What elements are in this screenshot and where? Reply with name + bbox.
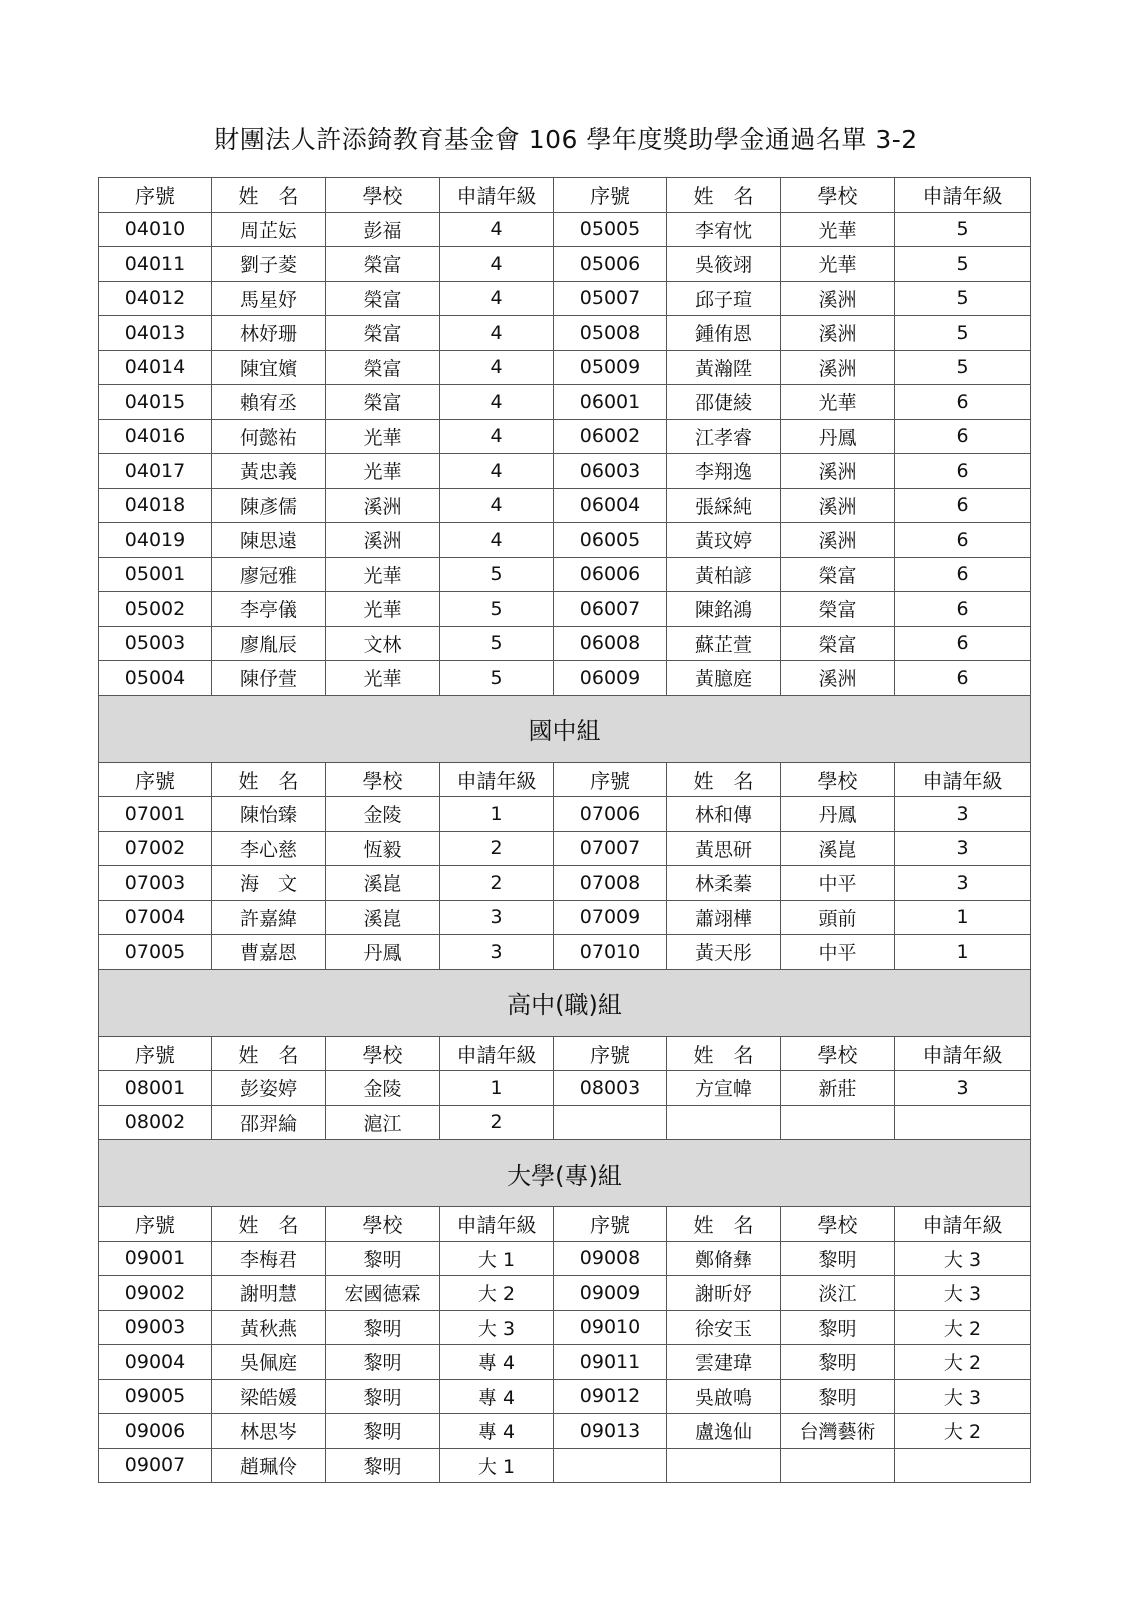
column-header-name: 姓 名	[667, 178, 781, 213]
cell-name: 何懿祐	[212, 419, 326, 454]
cell-school: 榮富	[326, 316, 440, 351]
cell-name: 鄭脩彝	[667, 1241, 781, 1276]
cell-grade: 大 2	[895, 1310, 1031, 1345]
cell-school: 溪洲	[781, 281, 895, 316]
cell-grade: 大 1	[440, 1241, 554, 1276]
cell-serial: 07010	[554, 935, 667, 970]
cell-serial: 07008	[554, 866, 667, 901]
cell-grade: 大 3	[895, 1276, 1031, 1311]
cell-name: 蘇芷萱	[667, 626, 781, 661]
cell-school: 溪洲	[781, 316, 895, 351]
column-header-serial: 序號	[99, 1036, 212, 1071]
cell-grade: 2	[440, 831, 554, 866]
cell-grade: 5	[440, 557, 554, 592]
cell-serial: 07001	[99, 797, 212, 832]
column-header-name: 姓 名	[667, 1207, 781, 1242]
cell-serial: 07007	[554, 831, 667, 866]
cell-school: 溪洲	[326, 523, 440, 558]
column-header-school: 學校	[326, 178, 440, 213]
column-header-grade: 申請年級	[895, 178, 1031, 213]
cell-serial: 06007	[554, 592, 667, 627]
cell-school: 丹鳳	[781, 419, 895, 454]
cell-serial: 04012	[99, 281, 212, 316]
cell-serial: 09010	[554, 1310, 667, 1345]
table-row	[99, 454, 1031, 489]
cell-name	[667, 1448, 781, 1483]
cell-grade: 4	[440, 247, 554, 282]
cell-serial: 06009	[554, 661, 667, 696]
cell-grade: 4	[440, 316, 554, 351]
cell-serial: 04019	[99, 523, 212, 558]
cell-school: 金陵	[326, 797, 440, 832]
cell-school: 丹鳳	[781, 797, 895, 832]
cell-grade: 1	[895, 900, 1031, 935]
cell-grade: 專 4	[440, 1379, 554, 1414]
cell-serial: 04014	[99, 350, 212, 385]
cell-grade: 3	[895, 797, 1031, 832]
cell-serial: 09008	[554, 1241, 667, 1276]
cell-name: 海 文	[212, 866, 326, 901]
cell-school: 光華	[326, 454, 440, 489]
cell-name	[667, 1105, 781, 1140]
cell-grade: 大 3	[895, 1379, 1031, 1414]
cell-name: 方宣幃	[667, 1071, 781, 1106]
table-row	[99, 281, 1031, 316]
cell-serial: 08001	[99, 1071, 212, 1106]
cell-school: 黎明	[326, 1448, 440, 1483]
cell-name: 梁皓媛	[212, 1379, 326, 1414]
cell-serial: 05009	[554, 350, 667, 385]
cell-serial: 07003	[99, 866, 212, 901]
cell-school: 黎明	[781, 1241, 895, 1276]
cell-grade: 大 2	[895, 1345, 1031, 1380]
column-header-school: 學校	[781, 1036, 895, 1071]
column-header-name: 姓 名	[667, 1036, 781, 1071]
cell-school: 榮富	[326, 247, 440, 282]
cell-school: 黎明	[781, 1310, 895, 1345]
cell-serial: 09003	[99, 1310, 212, 1345]
cell-grade: 1	[895, 935, 1031, 970]
cell-serial: 06004	[554, 488, 667, 523]
cell-serial: 04016	[99, 419, 212, 454]
table-row	[99, 831, 1031, 866]
table-row	[99, 316, 1031, 351]
cell-serial: 06005	[554, 523, 667, 558]
cell-serial: 06001	[554, 385, 667, 420]
cell-serial: 05003	[99, 626, 212, 661]
cell-name: 黃秋燕	[212, 1310, 326, 1345]
cell-school: 溪崑	[326, 866, 440, 901]
cell-name: 黃思研	[667, 831, 781, 866]
cell-serial: 09007	[99, 1448, 212, 1483]
cell-school: 新莊	[781, 1071, 895, 1106]
section-title: 國中組	[99, 695, 1031, 762]
cell-school: 丹鳳	[326, 935, 440, 970]
cell-school: 淡江	[781, 1276, 895, 1311]
column-header-school: 學校	[326, 1036, 440, 1071]
cell-serial: 07002	[99, 831, 212, 866]
cell-name: 張綵純	[667, 488, 781, 523]
cell-name: 黃臆庭	[667, 661, 781, 696]
cell-grade: 6	[895, 557, 1031, 592]
cell-name: 黃天彤	[667, 935, 781, 970]
cell-grade: 2	[440, 1105, 554, 1140]
cell-name: 陳銘鴻	[667, 592, 781, 627]
cell-name: 邱子瑄	[667, 281, 781, 316]
cell-grade: 3	[895, 831, 1031, 866]
cell-serial: 05008	[554, 316, 667, 351]
cell-grade: 4	[440, 523, 554, 558]
cell-name: 鍾侑恩	[667, 316, 781, 351]
table-row	[99, 1414, 1031, 1449]
column-header-school: 學校	[781, 1207, 895, 1242]
cell-school: 黎明	[326, 1379, 440, 1414]
column-header-grade: 申請年級	[895, 762, 1031, 797]
table-row	[99, 661, 1031, 696]
cell-grade: 4	[440, 281, 554, 316]
cell-school: 榮富	[781, 592, 895, 627]
column-header-serial: 序號	[99, 1207, 212, 1242]
cell-name: 李翔逸	[667, 454, 781, 489]
cell-school: 榮富	[781, 557, 895, 592]
cell-grade: 6	[895, 454, 1031, 489]
cell-grade: 5	[895, 281, 1031, 316]
cell-serial: 09002	[99, 1276, 212, 1311]
column-header-grade: 申請年級	[440, 762, 554, 797]
table-row	[99, 1448, 1031, 1483]
cell-serial: 09004	[99, 1345, 212, 1380]
cell-school: 榮富	[326, 385, 440, 420]
cell-name: 曹嘉恩	[212, 935, 326, 970]
cell-serial: 04015	[99, 385, 212, 420]
cell-name: 蕭翊樺	[667, 900, 781, 935]
cell-name: 林妤珊	[212, 316, 326, 351]
cell-serial: 06008	[554, 626, 667, 661]
cell-name: 陳宜嬪	[212, 350, 326, 385]
cell-name: 周芷妘	[212, 212, 326, 247]
cell-serial: 04013	[99, 316, 212, 351]
cell-name: 林和傳	[667, 797, 781, 832]
table-row	[99, 1071, 1031, 1106]
cell-grade: 5	[895, 316, 1031, 351]
column-header-serial: 序號	[554, 1207, 667, 1242]
cell-school: 光華	[326, 557, 440, 592]
cell-serial: 05001	[99, 557, 212, 592]
section-title: 大學(專)組	[99, 1140, 1031, 1207]
cell-serial: 09006	[99, 1414, 212, 1449]
cell-name: 黃柏諺	[667, 557, 781, 592]
cell-name: 盧逸仙	[667, 1414, 781, 1449]
cell-school: 溪洲	[781, 523, 895, 558]
cell-name: 徐安玉	[667, 1310, 781, 1345]
cell-grade: 5	[440, 592, 554, 627]
column-header-name: 姓 名	[667, 762, 781, 797]
table-row	[99, 419, 1031, 454]
cell-grade: 1	[440, 1071, 554, 1106]
cell-school: 榮富	[326, 350, 440, 385]
section-title: 高中(職)組	[99, 969, 1031, 1036]
cell-serial: 05002	[99, 592, 212, 627]
cell-grade: 專 4	[440, 1414, 554, 1449]
cell-serial: 09012	[554, 1379, 667, 1414]
cell-name: 黃瀚陞	[667, 350, 781, 385]
cell-name: 林思岑	[212, 1414, 326, 1449]
cell-school: 頭前	[781, 900, 895, 935]
column-header-serial: 序號	[554, 762, 667, 797]
cell-school: 中平	[781, 866, 895, 901]
cell-name: 李心慈	[212, 831, 326, 866]
cell-grade: 4	[440, 454, 554, 489]
table-row	[99, 247, 1031, 282]
cell-serial: 04010	[99, 212, 212, 247]
cell-school: 黎明	[326, 1345, 440, 1380]
cell-serial: 06006	[554, 557, 667, 592]
column-header-grade: 申請年級	[895, 1036, 1031, 1071]
cell-grade	[895, 1105, 1031, 1140]
cell-serial	[554, 1448, 667, 1483]
cell-name: 黃玟婷	[667, 523, 781, 558]
table-row	[99, 1345, 1031, 1380]
cell-school: 彭福	[326, 212, 440, 247]
table-row	[99, 385, 1031, 420]
section-title-row	[99, 695, 1031, 762]
table-row	[99, 350, 1031, 385]
cell-serial: 09011	[554, 1345, 667, 1380]
column-header-school: 學校	[781, 762, 895, 797]
cell-grade: 5	[895, 247, 1031, 282]
cell-name: 謝明慧	[212, 1276, 326, 1311]
column-header-row	[99, 1207, 1031, 1242]
cell-grade: 5	[895, 212, 1031, 247]
column-header-name: 姓 名	[212, 178, 326, 213]
cell-grade: 2	[440, 866, 554, 901]
cell-serial: 06003	[554, 454, 667, 489]
scholarship-roster-table	[98, 177, 1031, 1483]
cell-school: 溪崑	[781, 831, 895, 866]
cell-serial: 08003	[554, 1071, 667, 1106]
section-title-row	[99, 969, 1031, 1036]
column-header-school: 學校	[781, 178, 895, 213]
cell-serial: 05004	[99, 661, 212, 696]
cell-serial: 07004	[99, 900, 212, 935]
column-header-row	[99, 178, 1031, 213]
table-row	[99, 1105, 1031, 1140]
cell-school: 中平	[781, 935, 895, 970]
cell-serial: 09013	[554, 1414, 667, 1449]
cell-grade: 6	[895, 626, 1031, 661]
cell-school	[781, 1448, 895, 1483]
column-header-serial: 序號	[554, 1036, 667, 1071]
cell-name: 李亭儀	[212, 592, 326, 627]
cell-school: 榮富	[781, 626, 895, 661]
cell-name: 李宥忱	[667, 212, 781, 247]
column-header-serial: 序號	[99, 762, 212, 797]
cell-serial: 07006	[554, 797, 667, 832]
cell-serial: 04011	[99, 247, 212, 282]
cell-school: 光華	[781, 385, 895, 420]
cell-serial: 05005	[554, 212, 667, 247]
cell-school: 黎明	[326, 1241, 440, 1276]
column-header-name: 姓 名	[212, 1207, 326, 1242]
cell-serial: 06002	[554, 419, 667, 454]
cell-name: 趙珮伶	[212, 1448, 326, 1483]
cell-name: 邵羿綸	[212, 1105, 326, 1140]
cell-serial: 09009	[554, 1276, 667, 1311]
cell-grade: 6	[895, 523, 1031, 558]
cell-grade	[895, 1448, 1031, 1483]
cell-school: 恆毅	[326, 831, 440, 866]
cell-school: 溪洲	[326, 488, 440, 523]
column-header-grade: 申請年級	[895, 1207, 1031, 1242]
cell-name: 謝昕妤	[667, 1276, 781, 1311]
cell-grade: 6	[895, 419, 1031, 454]
table-row	[99, 557, 1031, 592]
cell-grade: 專 4	[440, 1345, 554, 1380]
cell-grade: 大 3	[440, 1310, 554, 1345]
table-row	[99, 626, 1031, 661]
cell-school	[781, 1105, 895, 1140]
cell-name: 吳筱翊	[667, 247, 781, 282]
table-row	[99, 935, 1031, 970]
cell-grade: 大 1	[440, 1448, 554, 1483]
column-header-serial: 序號	[99, 178, 212, 213]
cell-grade: 6	[895, 385, 1031, 420]
column-header-row	[99, 1036, 1031, 1071]
cell-name: 吳啟鳴	[667, 1379, 781, 1414]
cell-name: 李梅君	[212, 1241, 326, 1276]
cell-name: 彭姿婷	[212, 1071, 326, 1106]
cell-grade: 大 2	[440, 1276, 554, 1311]
column-header-row	[99, 762, 1031, 797]
table-row	[99, 866, 1031, 901]
table-row	[99, 488, 1031, 523]
cell-school: 金陵	[326, 1071, 440, 1106]
cell-school: 光華	[326, 592, 440, 627]
cell-name: 雲建瑋	[667, 1345, 781, 1380]
cell-school: 黎明	[326, 1310, 440, 1345]
cell-grade: 6	[895, 661, 1031, 696]
cell-serial: 09005	[99, 1379, 212, 1414]
cell-serial: 09001	[99, 1241, 212, 1276]
cell-grade: 4	[440, 212, 554, 247]
cell-serial: 07005	[99, 935, 212, 970]
cell-grade: 5	[440, 626, 554, 661]
cell-grade: 大 2	[895, 1414, 1031, 1449]
table-row	[99, 900, 1031, 935]
column-header-name: 姓 名	[212, 762, 326, 797]
cell-school: 光華	[781, 247, 895, 282]
cell-grade: 5	[440, 661, 554, 696]
cell-school: 溪洲	[781, 488, 895, 523]
cell-grade: 4	[440, 350, 554, 385]
cell-school: 文林	[326, 626, 440, 661]
roster-body	[99, 178, 1031, 1483]
cell-name: 林柔蓁	[667, 866, 781, 901]
document-title: 財團法人許添錡教育基金會 106 學年度獎助學金通過名單 3-2	[214, 125, 918, 154]
cell-grade: 3	[895, 866, 1031, 901]
cell-serial: 05006	[554, 247, 667, 282]
cell-school: 溪洲	[781, 454, 895, 489]
cell-name: 黃忠義	[212, 454, 326, 489]
table-row	[99, 1310, 1031, 1345]
cell-school: 溪崑	[326, 900, 440, 935]
cell-school: 溪洲	[781, 661, 895, 696]
column-header-grade: 申請年級	[440, 1207, 554, 1242]
cell-serial: 04017	[99, 454, 212, 489]
cell-name: 陳伃萱	[212, 661, 326, 696]
cell-name: 許嘉緯	[212, 900, 326, 935]
cell-grade: 大 3	[895, 1241, 1031, 1276]
cell-school: 滬江	[326, 1105, 440, 1140]
cell-name: 邵倢綾	[667, 385, 781, 420]
table-row	[99, 1241, 1031, 1276]
cell-name: 吳佩庭	[212, 1345, 326, 1380]
section-title-row	[99, 1140, 1031, 1207]
cell-school: 黎明	[326, 1414, 440, 1449]
cell-name: 劉子菱	[212, 247, 326, 282]
column-header-serial: 序號	[554, 178, 667, 213]
table-row	[99, 523, 1031, 558]
cell-name: 廖冠雅	[212, 557, 326, 592]
column-header-school: 學校	[326, 762, 440, 797]
table-row	[99, 592, 1031, 627]
cell-school: 光華	[781, 212, 895, 247]
cell-serial: 04018	[99, 488, 212, 523]
column-header-name: 姓 名	[212, 1036, 326, 1071]
cell-grade: 3	[440, 935, 554, 970]
cell-serial	[554, 1105, 667, 1140]
cell-grade: 3	[440, 900, 554, 935]
cell-school: 榮富	[326, 281, 440, 316]
cell-school: 黎明	[781, 1345, 895, 1380]
cell-name: 陳彥儒	[212, 488, 326, 523]
cell-grade: 4	[440, 419, 554, 454]
cell-grade: 4	[440, 385, 554, 420]
cell-serial: 07009	[554, 900, 667, 935]
cell-school: 宏國德霖	[326, 1276, 440, 1311]
table-row	[99, 1276, 1031, 1311]
cell-grade: 6	[895, 488, 1031, 523]
cell-grade: 3	[895, 1071, 1031, 1106]
cell-school: 光華	[326, 661, 440, 696]
cell-serial: 08002	[99, 1105, 212, 1140]
cell-name: 江孝睿	[667, 419, 781, 454]
cell-school: 台灣藝術	[781, 1414, 895, 1449]
cell-serial: 05007	[554, 281, 667, 316]
table-row	[99, 797, 1031, 832]
cell-name: 賴宥丞	[212, 385, 326, 420]
cell-grade: 5	[895, 350, 1031, 385]
column-header-grade: 申請年級	[440, 178, 554, 213]
cell-grade: 1	[440, 797, 554, 832]
cell-grade: 6	[895, 592, 1031, 627]
column-header-grade: 申請年級	[440, 1036, 554, 1071]
table-row	[99, 212, 1031, 247]
cell-name: 馬星妤	[212, 281, 326, 316]
cell-name: 陳怡臻	[212, 797, 326, 832]
cell-name: 廖胤辰	[212, 626, 326, 661]
table-row	[99, 1379, 1031, 1414]
cell-school: 溪洲	[781, 350, 895, 385]
cell-grade: 4	[440, 488, 554, 523]
cell-name: 陳思遠	[212, 523, 326, 558]
cell-school: 光華	[326, 419, 440, 454]
cell-school: 黎明	[781, 1379, 895, 1414]
column-header-school: 學校	[326, 1207, 440, 1242]
